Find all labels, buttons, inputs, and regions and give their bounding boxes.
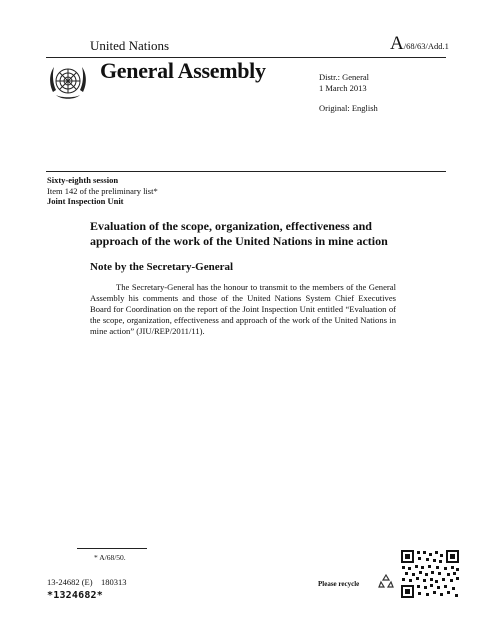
- recycle-icon: [378, 573, 394, 589]
- symbol-suffix: /68/63/Add.1: [403, 41, 449, 51]
- agenda-item: Item 142 of the preliminary list*: [47, 185, 158, 196]
- qr-code-icon: [400, 549, 460, 599]
- document-title: Evaluation of the scope, organization, effectiveness and approach of the work of the United Nations in mine action: [90, 219, 388, 248]
- organization-name: United Nations: [90, 38, 170, 53]
- session-rule: [46, 171, 446, 172]
- document-number: 13-24682 (E) 180313: [47, 577, 127, 587]
- distribution-block: [319, 72, 369, 94]
- session-block: [47, 175, 158, 207]
- original-language: Original: English: [319, 103, 378, 113]
- barcode-text: *1324682*: [47, 590, 103, 601]
- footnote: * A/68/50.: [94, 553, 126, 562]
- document-date: 1 March 2013: [319, 83, 367, 93]
- document-subtitle: Note by the Secretary-General: [90, 261, 234, 273]
- session-name: Sixty-eighth session: [47, 175, 119, 185]
- symbol-prefix: A: [390, 33, 404, 54]
- distribution-type: Distr.: General: [319, 72, 370, 82]
- document-symbol: [390, 33, 449, 55]
- agenda-topic: Joint Inspection Unit: [47, 196, 124, 206]
- page-title: General Assembly: [100, 58, 266, 83]
- un-emblem-icon: [47, 62, 89, 106]
- recycle-label: Please recycle: [318, 580, 360, 588]
- footnote-rule: [77, 548, 147, 549]
- body-paragraph: The Secretary-General has the honour to transmit to the members of the General Assembly his comments and those of the United Nations System Chief Executives Board for Coordination on the report of the Joint Inspection Unit entitled “Evaluation of the scope, organization, effectiveness and approach of the work of the United Nations in mine action” (JIU/REP/2011/11).: [90, 282, 396, 336]
